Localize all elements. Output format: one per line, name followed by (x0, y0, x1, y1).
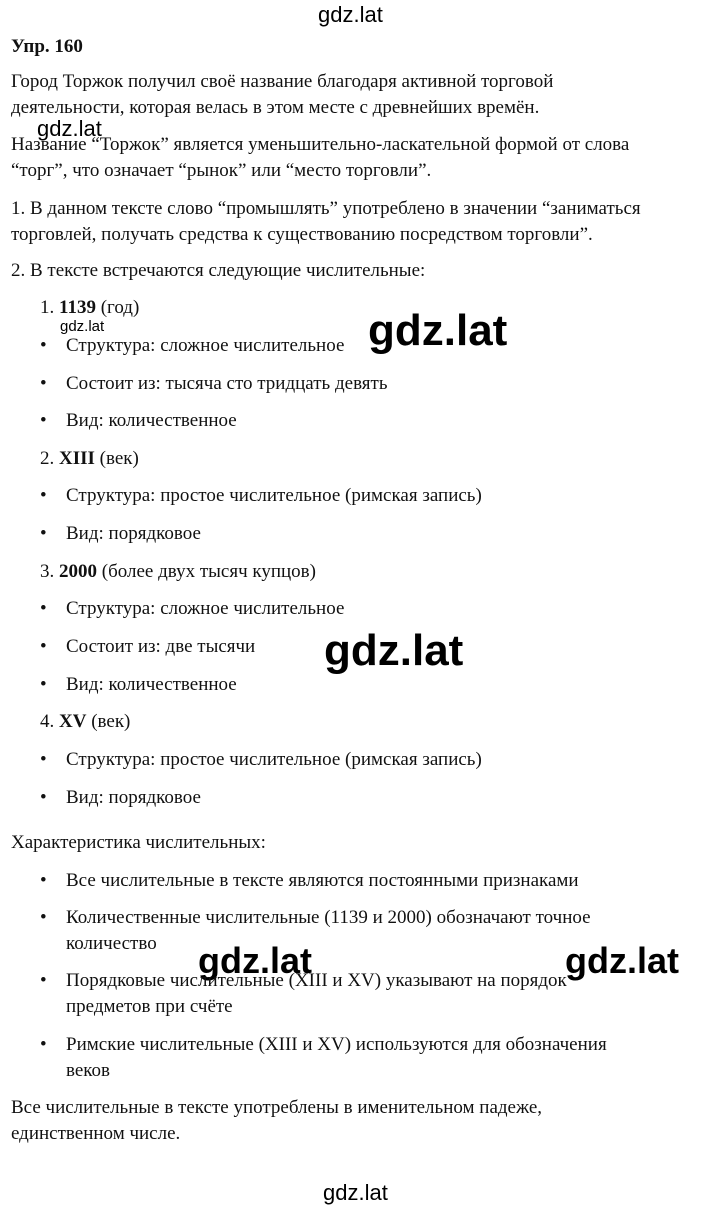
list-item: • Количественные числительные (1139 и 2000) обозначают точное (40, 907, 591, 928)
exercise-title: Упр. 160 (11, 36, 83, 57)
list-item-continuation: предметов при счёте (66, 996, 233, 1017)
list-item: • Структура: сложное числительное (40, 335, 345, 356)
conclusion-line: единственном числе. (11, 1123, 181, 1144)
list-item-continuation: веков (66, 1060, 111, 1081)
watermark-large-4: gdz.lat (565, 940, 679, 981)
characteristics-title: Характеристика числительных: (11, 832, 266, 853)
list-item: • Римские числительные (XIII и XV) используются для обозначения (40, 1034, 607, 1055)
numeral-value: XV (59, 711, 87, 732)
watermark-small-2: gdz.lat (60, 318, 105, 335)
watermark-large-1: gdz.lat (368, 306, 508, 355)
intro-line: деятельности, которая велась в этом месте с древнейших времён. (11, 97, 540, 118)
list-item: • Все числительные в тексте являются постоянными признаками (40, 870, 579, 891)
intro-line: Город Торжок получил своё название благодаря активной торговой (11, 71, 554, 92)
numeral-item: 4. XV (век) (40, 711, 131, 732)
list-item: • Структура: простое числительное (римская запись) (40, 749, 482, 770)
intro-line: “торг”, что означает “рынок” или “место торговли”. (11, 160, 432, 181)
list-item: • Состоит из: две тысячи (40, 636, 256, 657)
point-2-line: 2. В тексте встречаются следующие числительные: (11, 260, 426, 281)
watermark-large-3: gdz.lat (198, 940, 312, 981)
numeral-value: 2000 (59, 561, 97, 582)
numeral-value: XIII (59, 448, 95, 469)
intro-line: Название “Торжок” является уменьшительно-ласкательной формой от слова (11, 134, 630, 155)
list-item: • Вид: количественное (40, 674, 237, 695)
list-item: • Вид: количественное (40, 410, 237, 431)
watermark-small-1: gdz.lat (37, 116, 102, 141)
point-1-line: торговлей, получать средства к существованию посредством торговли”. (11, 224, 593, 245)
list-item: • Структура: сложное числительное (40, 598, 345, 619)
list-item-continuation: количество (66, 933, 157, 954)
list-item: • Структура: простое числительное (римская запись) (40, 485, 482, 506)
list-item: • Состоит из: тысяча сто тридцать девять (40, 373, 388, 394)
conclusion-line: Все числительные в тексте употреблены в именительном падеже, (11, 1097, 543, 1118)
watermark-bottom: gdz.lat (323, 1180, 388, 1205)
numeral-value: 1139 (59, 297, 96, 318)
numeral-item: 2. XIII (век) (40, 448, 139, 469)
numeral-item: 1. 1139 (год) (40, 297, 140, 318)
numeral-item: 3. 2000 (более двух тысяч купцов) (40, 561, 316, 582)
watermark-large-2: gdz.lat (324, 626, 464, 675)
watermark-top: gdz.lat (318, 2, 383, 27)
list-item: • Вид: порядковое (40, 787, 201, 808)
list-item: • Вид: порядковое (40, 523, 201, 544)
point-1-line: 1. В данном тексте слово “промышлять” употреблено в значении “заниматься (11, 198, 641, 219)
list-item: • Порядковые числительные (XIII и XV) указывают на порядок (40, 970, 567, 991)
